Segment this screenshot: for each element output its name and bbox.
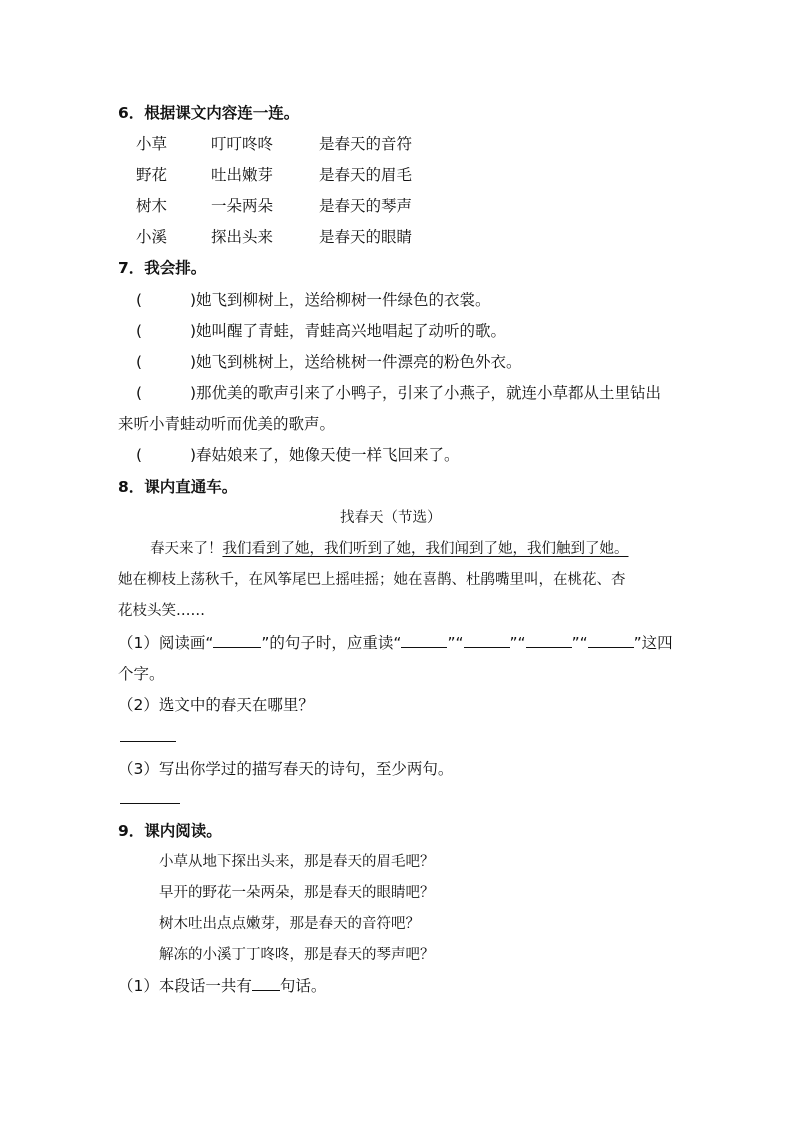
q6-col-b-4: 探出头来 — [211, 228, 274, 246]
q9-poem-line-3: 树木吐出点点嫩芽，那是春天的音符吧？ — [159, 916, 420, 932]
q7-item-2 — [136, 320, 506, 342]
q8-passage-line-1 — [150, 538, 629, 560]
q7-answer-paren-2[interactable]: ( ) — [136, 322, 196, 340]
q6-col-b-1: 叮叮咚咚 — [211, 135, 274, 153]
q8-sub1: （1）阅读画“ ”的句子时，应重读“ ”“ ”“ ”“ ”这四 — [118, 634, 673, 652]
q7-answer-paren-1[interactable]: ( ) — [136, 291, 196, 309]
q7-item-text-3: 她飞到桃树上，送给桃树一件漂亮的粉色外衣。 — [196, 353, 522, 371]
q8-sub2: （2）选文中的春天在哪里？ — [118, 696, 314, 714]
q8-sub2-answer-line[interactable] — [120, 741, 176, 742]
q9-sub1-count-blank[interactable] — [252, 976, 280, 991]
q7-item-text-5: 春姑娘来了，她像天使一样飞回来了。 — [196, 446, 460, 464]
q7-item-text-4: 那优美的歌声引来了小鸭子，引来了小燕子，就连小草都从土里钻出 — [196, 384, 662, 402]
q7-answer-paren-4[interactable]: ( ) — [136, 384, 196, 402]
q6-col-b-2: 吐出嫩芽 — [211, 166, 274, 184]
q6-col-a-2: 野花 — [136, 166, 168, 184]
q7-item-4 — [136, 382, 661, 404]
q7-item-3 — [136, 351, 522, 373]
q8-sub1-word-blank-1[interactable] — [401, 633, 447, 648]
q8-passage-lead: 春天来了！ — [150, 541, 223, 557]
q8-passage-line-3: 花枝头笑…… — [118, 603, 205, 619]
q7-item-1 — [136, 289, 491, 311]
q9-heading: 9．课内阅读。 — [118, 822, 222, 840]
q6-col-a-4: 小溪 — [136, 228, 168, 246]
q8-sub1-continued: 个字。 — [118, 665, 165, 683]
q7-item-5 — [136, 444, 460, 466]
q6-col-a-3: 树木 — [136, 197, 168, 215]
q6-col-c-4: 是春天的眼睛 — [319, 228, 413, 246]
q7-answer-paren-5[interactable]: ( ) — [136, 446, 196, 464]
q9-sub1: （1）本段话一共有 句话。 — [118, 977, 327, 995]
q6-col-c-1: 是春天的音符 — [319, 135, 413, 153]
q8-passage-underlined-sentence: 我们看到了她，我们听到了她，我们闻到了她，我们触到了她。 — [222, 541, 629, 557]
q8-heading: 8．课内直通车。 — [118, 478, 238, 496]
q6-col-b-3: 一朵两朵 — [211, 197, 274, 215]
q8-sub3-answer-line[interactable] — [120, 803, 180, 804]
q8-passage-line-2: 她在柳枝上荡秋千，在风筝尾巴上摇哇摇；她在喜鹊、杜鹃嘴里叫，在桃花、杏 — [118, 572, 626, 588]
q8-sub3: （3）写出你学过的描写春天的诗句，至少两句。 — [118, 760, 454, 778]
q7-item-4-continued: 来听小青蛙动听而优美的歌声。 — [118, 415, 336, 433]
q7-heading: 7．我会排。 — [118, 259, 207, 277]
q6-col-c-2: 是春天的眉毛 — [319, 166, 413, 184]
q7-answer-paren-3[interactable]: ( ) — [136, 353, 196, 371]
q8-passage-title: 找春天（节选） — [340, 510, 442, 526]
q6-col-c-3: 是春天的琴声 — [319, 197, 413, 215]
q9-poem-line-4: 解冻的小溪丁丁咚咚，那是春天的琴声吧？ — [159, 947, 435, 963]
q9-poem-line-2: 早开的野花一朵两朵，那是春天的眼睛吧？ — [159, 885, 435, 901]
q6-col-a-1: 小草 — [136, 135, 168, 153]
q8-sub1-sentence-blank[interactable] — [213, 633, 261, 648]
q7-item-text-2: 她叫醒了青蛙，青蛙高兴地唱起了动听的歌。 — [196, 322, 507, 340]
q6-heading: 6．根据课文内容连一连。 — [118, 104, 300, 122]
q8-sub1-word-blank-4[interactable] — [588, 633, 634, 648]
q8-sub1-word-blank-2[interactable] — [464, 633, 510, 648]
q8-sub1-word-blank-3[interactable] — [526, 633, 572, 648]
q9-poem-line-1: 小草从地下探出头来，那是春天的眉毛吧？ — [159, 854, 435, 870]
q7-item-text-1: 她飞到柳树上，送给柳树一件绿色的衣裳。 — [196, 291, 491, 309]
